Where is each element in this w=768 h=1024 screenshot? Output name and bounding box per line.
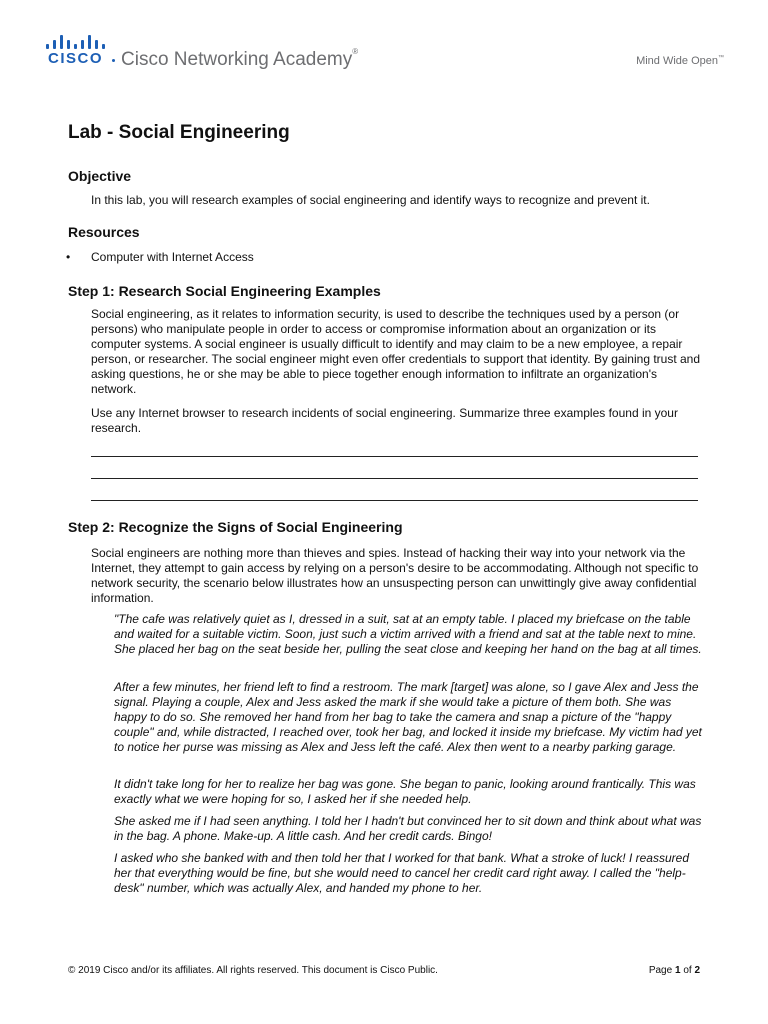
scenario-paragraph: After a few minutes, her friend left to find a restroom. The mark [target] was alone, so I gave Alex and Jess the signal. Playing a couple, Alex and Jess asked the mark if she would take a picture of them both. She was happy to do so. She removed her hand from her bag to take the camera and snap a picture of the "happy couple" and, while distracted, I reached over, took her bag, and locked it inside my briefcase. My victim had yet to notice her purse was missing as Alex and Jess left the café. Alex then went to a nearby parking garage. xyxy=(114,680,702,754)
tagline xyxy=(636,55,724,67)
page-word: Page xyxy=(648,965,673,976)
page-total: 2 xyxy=(694,965,700,976)
resource-item: Computer with Internet Access xyxy=(91,250,254,264)
bullet-icon: • xyxy=(66,250,71,264)
resources-heading: Resources xyxy=(68,224,140,240)
step2-heading: Step 2: Recognize the Signs of Social Engineering xyxy=(68,519,403,535)
registered-mark: ® xyxy=(352,47,359,56)
page-of: of xyxy=(683,965,692,976)
step1-heading: Step 1: Research Social Engineering Examples xyxy=(68,283,381,299)
answer-line[interactable] xyxy=(91,478,698,479)
step2-paragraph-1: Social engineers are nothing more than thieves and spies. Instead of hacking their way into your network via the Internet, they attempt to gain access by relying on a person's desire to be accommodating. Although not specific to network security, the scenario below illustrates how an unsuspecting person can unwittingly give away confidential information. xyxy=(91,546,699,605)
scenario-paragraph: I asked who she banked with and then told her that I worked for that bank. What a stroke of luck! I reassured her that everything would be fine, but she would need to cancel her credit card right away. I called the "help-desk" number, which was actually Alex, and handed my phone to her. xyxy=(114,851,689,895)
page-number xyxy=(649,965,700,976)
objective-heading: Objective xyxy=(68,168,132,184)
objective-text: In this lab, you will research examples of social engineering and identify ways to recognize and prevent it. xyxy=(91,193,650,207)
academy-name xyxy=(121,49,358,71)
page-header xyxy=(0,0,768,80)
answer-line[interactable] xyxy=(91,456,698,457)
trademark-mark: ™ xyxy=(718,55,724,61)
step1-paragraph-2: Use any Internet browser to research incidents of social engineering. Summarize three examples found in your research. xyxy=(91,406,678,435)
cisco-bridge-logo-icon xyxy=(44,31,112,49)
page-current: 1 xyxy=(674,965,681,976)
scenario-paragraph: It didn't take long for her to realize her bag was gone. She began to panic, looking around frantically. This was exactly what we were hoping for so, I asked her if she needed help. xyxy=(114,777,696,806)
academy-text: Cisco Networking Academy xyxy=(121,49,353,70)
divider-dot xyxy=(112,59,115,62)
page-title: Lab - Social Engineering xyxy=(68,122,290,143)
cisco-wordmark: CISCO xyxy=(48,50,104,67)
answer-line[interactable] xyxy=(91,500,698,501)
scenario-paragraph: "The cafe was relatively quiet as I, dressed in a suit, sat at an empty table. I placed my briefcase on the table and waited for a suitable victim. Soon, just such a victim arrived with a friend and sat at the table next to mine. She placed her bag on the seat beside her, pulling the seat close and keeping her hand on the bag at all times. xyxy=(114,612,702,656)
tagline-text: Mind Wide Open xyxy=(636,55,718,67)
scenario-paragraph: She asked me if I had seen anything. I told her I hadn't but convinced her to sit down and think about what was in the bag. A phone. Make-up. A little cash. And her credit cards. Bingo! xyxy=(114,814,702,843)
footer-copyright: © 2019 Cisco and/or its affiliates. All rights reserved. This document is Cisco Public. xyxy=(68,965,438,976)
step1-paragraph-1: Social engineering, as it relates to information security, is used to describe the techniques used by a person (or persons) who manipulate people in order to access or compromise information about an organization or its computer systems. A social engineer is usually difficult to identify and may claim to be a new employee, a repair person, or researcher. The social engineer might even offer credentials to support that identity. By gaining trust and asking questions, he or she may be able to piece together enough information to infiltrate an organization's network. xyxy=(91,307,701,396)
